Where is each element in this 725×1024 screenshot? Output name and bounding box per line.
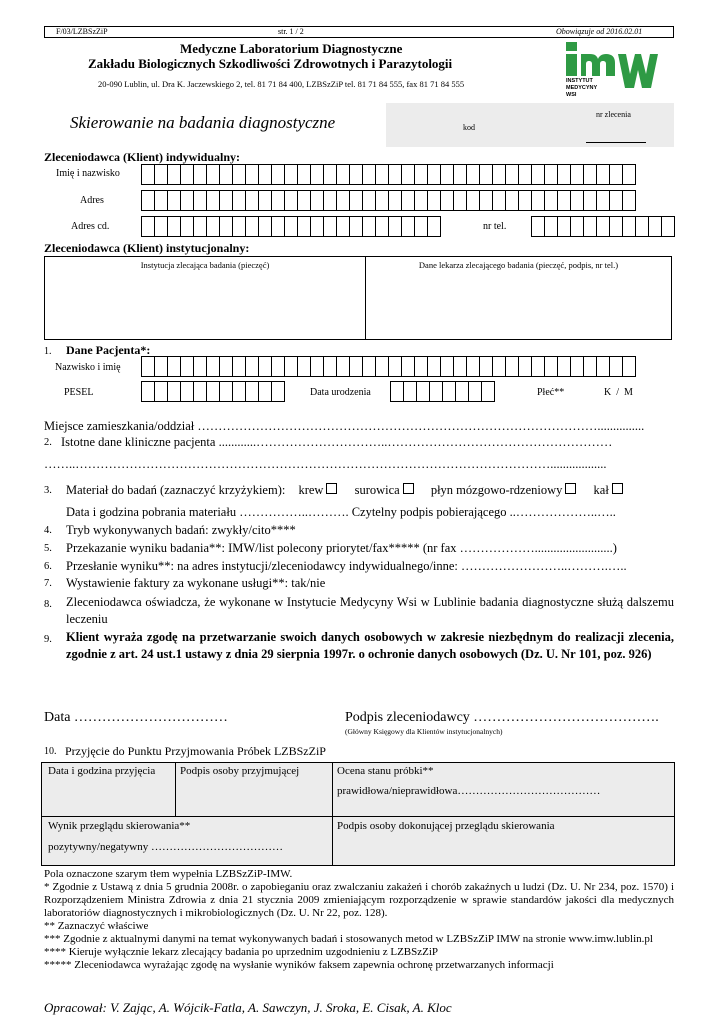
char-cell[interactable] bbox=[206, 356, 220, 377]
pesel-cells[interactable] bbox=[141, 381, 284, 402]
item-2[interactable] bbox=[44, 435, 674, 450]
char-cell[interactable] bbox=[245, 190, 259, 211]
reception-date-label: Data i godzina przyjęcia bbox=[48, 765, 156, 777]
nr-zlecenia-line bbox=[586, 142, 646, 143]
char-cell[interactable] bbox=[206, 216, 220, 237]
reception-date-cell[interactable] bbox=[42, 763, 176, 816]
char-cell[interactable] bbox=[492, 164, 506, 185]
char-cell[interactable] bbox=[310, 190, 324, 211]
item-4-text: Tryb wykonywanych badań: zwykły/cito**** bbox=[66, 523, 296, 537]
char-cell[interactable] bbox=[154, 381, 168, 402]
char-cell[interactable] bbox=[388, 164, 402, 185]
char-cell[interactable] bbox=[635, 216, 649, 237]
phone-label: nr tel. bbox=[483, 221, 507, 232]
sample-state-value: prawidłowa/nieprawidłowa………………………………… bbox=[337, 785, 601, 797]
item-2-text: Istotne dane kliniczne pacjenta ............…………………………..……………………………………………… bbox=[61, 435, 613, 449]
char-cell[interactable] bbox=[375, 190, 389, 211]
char-cell[interactable] bbox=[609, 216, 623, 237]
char-cell[interactable] bbox=[258, 381, 272, 402]
institution-table bbox=[44, 256, 672, 340]
review-result-label: Wynik przeglądu skierowania** bbox=[48, 820, 191, 832]
char-cell[interactable] bbox=[492, 190, 506, 211]
item-2-num: 2. bbox=[44, 437, 52, 448]
logo-sub-3: WSI bbox=[566, 92, 577, 98]
char-cell[interactable] bbox=[518, 164, 532, 185]
char-cell[interactable] bbox=[622, 216, 636, 237]
name-cells[interactable] bbox=[141, 164, 635, 185]
char-cell[interactable] bbox=[427, 190, 441, 211]
item-9 bbox=[44, 629, 674, 663]
footnote-1: * Zgodnie z Ustawą z dnia 5 grudnia 2008r. o zapobieganiu oraz zwalczaniu zakażeń i chorób zakaźnych u ludzi (Dz. U. Nr 234, poz. 1570) i Rozporządzeniem Ministra Zdrowia z dnia 21 stycznia 2009 zmieniającym rozporządzenie w sprawie standardów jakości dla medycznych laboratoriów diagnostycznych i mikrobiologicznych (Dz. U. Nr 22, poz. 128). bbox=[44, 881, 674, 919]
char-cell[interactable] bbox=[336, 164, 350, 185]
char-cell[interactable] bbox=[297, 164, 311, 185]
char-cell[interactable] bbox=[481, 381, 495, 402]
item-6-text: Przesłanie wyniku**: na adres instytucji/zleceniodawcy indywidualnego/inne: ……………………..……….….. bbox=[66, 559, 627, 573]
char-cell[interactable] bbox=[362, 190, 376, 211]
material-serum-label: surowica bbox=[354, 483, 400, 497]
char-cell[interactable] bbox=[544, 356, 558, 377]
valid-from: Obowiązuje od 2016.02.01 bbox=[556, 27, 643, 36]
char-cell[interactable] bbox=[219, 356, 233, 377]
char-cell[interactable] bbox=[154, 164, 168, 185]
item-5[interactable] bbox=[44, 541, 674, 556]
reception-signature-label: Podpis osoby przyjmującej bbox=[180, 765, 300, 777]
char-cell[interactable] bbox=[362, 356, 376, 377]
char-cell[interactable] bbox=[401, 216, 415, 237]
char-cell[interactable] bbox=[583, 356, 597, 377]
char-cell[interactable] bbox=[440, 190, 454, 211]
char-cell[interactable] bbox=[557, 190, 571, 211]
char-cell[interactable] bbox=[583, 164, 597, 185]
material-stool-checkbox[interactable] bbox=[612, 483, 623, 494]
char-cell[interactable] bbox=[557, 216, 571, 237]
char-cell[interactable] bbox=[258, 216, 272, 237]
char-cell[interactable] bbox=[492, 356, 506, 377]
char-cell[interactable] bbox=[167, 381, 181, 402]
address2-label: Adres cd. bbox=[71, 221, 110, 232]
char-cell[interactable] bbox=[661, 216, 675, 237]
char-cell[interactable] bbox=[310, 164, 324, 185]
char-cell[interactable] bbox=[141, 164, 155, 185]
form-title: Skierowanie na badania diagnostyczne bbox=[70, 113, 336, 132]
sex-label: Płeć** bbox=[537, 387, 565, 398]
char-cell[interactable] bbox=[219, 216, 233, 237]
char-cell[interactable] bbox=[297, 190, 311, 211]
char-cell[interactable] bbox=[518, 356, 532, 377]
char-cell[interactable] bbox=[219, 190, 233, 211]
char-cell[interactable] bbox=[427, 164, 441, 185]
char-cell[interactable] bbox=[531, 190, 545, 211]
patient-heading: Dane Pacjenta*: bbox=[66, 343, 151, 357]
char-cell[interactable] bbox=[414, 356, 428, 377]
char-cell[interactable] bbox=[271, 216, 285, 237]
char-cell[interactable] bbox=[388, 356, 402, 377]
char-cell[interactable] bbox=[193, 164, 207, 185]
signature-line[interactable]: Podpis zleceniodawcy …………………………………. bbox=[345, 710, 659, 725]
char-cell[interactable] bbox=[544, 164, 558, 185]
material-csf[interactable] bbox=[431, 483, 577, 497]
char-cell[interactable] bbox=[622, 356, 636, 377]
reception-num: 10. bbox=[44, 746, 57, 757]
char-cell[interactable] bbox=[271, 190, 285, 211]
residence-line[interactable]: Miejsce zamieszkania/oddział ……………………………………………………………………………………............... bbox=[44, 419, 645, 433]
char-cell[interactable] bbox=[453, 356, 467, 377]
authors: Opracował: V. Zając, A. Wójcik-Fatla, A. Sawczyn, J. Sroka, E. Cisak, A. Kloc bbox=[44, 1000, 452, 1015]
char-cell[interactable] bbox=[596, 164, 610, 185]
footnote-0: Pola oznaczone szarym tłem wypełnia LZBSzZiP-IMW. bbox=[44, 868, 293, 880]
char-cell[interactable] bbox=[531, 164, 545, 185]
char-cell[interactable] bbox=[414, 216, 428, 237]
dob-label: Data urodzenia bbox=[310, 387, 371, 398]
char-cell[interactable] bbox=[570, 190, 584, 211]
lab-address: 20-090 Lublin, ul. Dra K. Jaczewskiego 2, tel. 81 71 84 400, LZBSzZiP tel. 81 71 84 555, fax 81 71 84 555 bbox=[98, 79, 465, 89]
char-cell[interactable] bbox=[479, 190, 493, 211]
material-serum[interactable] bbox=[355, 483, 414, 497]
review-result-cell[interactable] bbox=[42, 817, 333, 865]
item-9-num: 9. bbox=[44, 634, 52, 645]
char-cell[interactable] bbox=[453, 190, 467, 211]
char-cell[interactable] bbox=[180, 381, 194, 402]
doctor-stamp-cell[interactable] bbox=[366, 257, 671, 339]
footnote-5: ***** Zleceniodawca wyrażając zgodę na wysłanie wyników faksem zapewnia ochronę przetwarzanych informacji bbox=[44, 959, 554, 971]
item-3-line2[interactable] bbox=[44, 505, 674, 520]
material-blood[interactable] bbox=[298, 483, 337, 497]
dob-cells[interactable] bbox=[390, 381, 494, 402]
char-cell[interactable] bbox=[180, 190, 194, 211]
char-cell[interactable] bbox=[375, 356, 389, 377]
char-cell[interactable] bbox=[505, 190, 519, 211]
form-code: F/03/LZBSzZiP bbox=[56, 27, 108, 36]
char-cell[interactable] bbox=[429, 381, 443, 402]
reception-table bbox=[41, 762, 675, 866]
footnote-3: *** Zgodnie z aktualnymi danymi na temat wykonywanych badań i stosowanych metod w LZBSzZiP IMW na stronie www.imw.lublin.pl bbox=[44, 933, 653, 945]
reception-heading: Przyjęcie do Punktu Przyjmowania Próbek LZBSzZiP bbox=[65, 744, 326, 758]
char-cell[interactable] bbox=[518, 190, 532, 211]
char-cell[interactable] bbox=[570, 356, 584, 377]
char-cell[interactable] bbox=[440, 356, 454, 377]
char-cell[interactable] bbox=[167, 356, 181, 377]
kod-label: kod bbox=[463, 123, 475, 132]
char-cell[interactable] bbox=[297, 216, 311, 237]
item-9-text: Klient wyraża zgodę na przetwarzanie swoich danych osobowych w zakresie niezbędnym do realizacji zlecenia, zgodnie z art. 24 ust.1 ustawy z dnia 29 sierpnia 1997r. o ochronie danych osobowych (Dz. U. Nr 101, poz. 926) bbox=[66, 630, 674, 661]
sample-state-cell[interactable] bbox=[333, 763, 673, 816]
char-cell[interactable] bbox=[141, 216, 155, 237]
char-cell[interactable] bbox=[453, 164, 467, 185]
char-cell[interactable] bbox=[403, 381, 417, 402]
footnote-4: **** Kieruje wyłącznie lekarz zlecający badania po uprzednim uzgodnieniu z LZBSzZiP bbox=[44, 946, 439, 958]
item-6-num: 6. bbox=[44, 561, 52, 572]
char-cell[interactable] bbox=[390, 381, 404, 402]
sample-state-label: Ocena stanu próbki** bbox=[337, 765, 434, 777]
client-individual-heading: Zleceniodawca (Klient) indywidualny: bbox=[44, 150, 241, 164]
char-cell[interactable] bbox=[427, 216, 441, 237]
char-cell[interactable] bbox=[271, 381, 285, 402]
material-serum-checkbox[interactable] bbox=[403, 483, 414, 494]
char-cell[interactable] bbox=[206, 381, 220, 402]
material-blood-label: krew bbox=[298, 483, 324, 497]
patient-name-cells[interactable] bbox=[141, 356, 635, 377]
signature-note: (Główny Księgowy dla Klientów instytucjonalnych) bbox=[345, 727, 503, 736]
item-8-num: 8. bbox=[44, 599, 52, 610]
item-7-text: Wystawienie faktury za wykonane usługi**: tak/nie bbox=[66, 576, 326, 590]
char-cell[interactable] bbox=[141, 381, 155, 402]
char-cell[interactable] bbox=[531, 216, 545, 237]
char-cell[interactable] bbox=[622, 190, 636, 211]
char-cell[interactable] bbox=[416, 381, 430, 402]
char-cell[interactable] bbox=[468, 381, 482, 402]
patient-num: 1. bbox=[44, 346, 52, 357]
char-cell[interactable] bbox=[596, 216, 610, 237]
char-cell[interactable] bbox=[349, 164, 363, 185]
char-cell[interactable] bbox=[466, 164, 480, 185]
char-cell[interactable] bbox=[609, 190, 623, 211]
logo-sub-1: INSTYTUT bbox=[566, 78, 593, 84]
char-cell[interactable] bbox=[557, 164, 571, 185]
char-cell[interactable] bbox=[245, 164, 259, 185]
char-cell[interactable] bbox=[323, 190, 337, 211]
item-3 bbox=[44, 483, 674, 498]
char-cell[interactable] bbox=[466, 356, 480, 377]
char-cell[interactable] bbox=[206, 164, 220, 185]
char-cell[interactable] bbox=[232, 356, 246, 377]
item-6[interactable] bbox=[44, 559, 674, 574]
char-cell[interactable] bbox=[323, 164, 337, 185]
char-cell[interactable] bbox=[284, 164, 298, 185]
char-cell[interactable] bbox=[167, 216, 181, 237]
institution-stamp-cell[interactable] bbox=[45, 257, 366, 339]
char-cell[interactable] bbox=[479, 356, 493, 377]
char-cell[interactable] bbox=[648, 216, 662, 237]
footnote-2: ** Zaznaczyć właściwe bbox=[44, 920, 149, 932]
material-blood-checkbox[interactable] bbox=[326, 483, 337, 494]
char-cell[interactable] bbox=[232, 164, 246, 185]
char-cell[interactable] bbox=[271, 164, 285, 185]
nr-zlecenia-label: nr zlecenia bbox=[596, 110, 631, 119]
char-cell[interactable] bbox=[349, 356, 363, 377]
char-cell[interactable] bbox=[271, 356, 285, 377]
char-cell[interactable] bbox=[557, 356, 571, 377]
char-cell[interactable] bbox=[154, 216, 168, 237]
char-cell[interactable] bbox=[232, 216, 246, 237]
char-cell[interactable] bbox=[232, 381, 246, 402]
item-3-line2-text: Data i godzina pobrania materiału ……………..………. Czytelny podpis pobierającego ..………………..….. bbox=[66, 505, 616, 519]
char-cell[interactable] bbox=[193, 381, 207, 402]
char-cell[interactable] bbox=[362, 216, 376, 237]
char-cell[interactable] bbox=[323, 356, 337, 377]
item-7[interactable] bbox=[44, 576, 674, 591]
char-cell[interactable] bbox=[336, 356, 350, 377]
char-cell[interactable] bbox=[596, 356, 610, 377]
item-4-num: 4. bbox=[44, 525, 52, 536]
char-cell[interactable] bbox=[167, 190, 181, 211]
char-cell[interactable] bbox=[466, 190, 480, 211]
lab-name-1: Medyczne Laboratorium Diagnostyczne bbox=[180, 41, 403, 56]
char-cell[interactable] bbox=[505, 164, 519, 185]
char-cell[interactable] bbox=[609, 164, 623, 185]
char-cell[interactable] bbox=[531, 356, 545, 377]
char-cell[interactable] bbox=[284, 356, 298, 377]
char-cell[interactable] bbox=[258, 164, 272, 185]
pesel-label: PESEL bbox=[64, 387, 94, 398]
address-cells[interactable] bbox=[141, 190, 635, 211]
char-cell[interactable] bbox=[336, 190, 350, 211]
logo-sub-2: MEDYCYNY bbox=[566, 85, 598, 91]
char-cell[interactable] bbox=[245, 381, 259, 402]
address-label: Adres bbox=[80, 195, 104, 206]
char-cell[interactable] bbox=[245, 356, 259, 377]
item-3-row bbox=[66, 483, 674, 498]
char-cell[interactable] bbox=[570, 164, 584, 185]
review-result-value: pozytywny/negatywny ……………………………… bbox=[48, 841, 283, 853]
doctor-stamp-label: Dane lekarza zlecającego badania (pieczęć, podpis, nr tel.) bbox=[418, 260, 619, 270]
char-cell[interactable] bbox=[310, 216, 324, 237]
char-cell[interactable] bbox=[232, 190, 246, 211]
name-label: Imię i nazwisko bbox=[56, 168, 120, 179]
phone-cells[interactable] bbox=[531, 216, 674, 237]
char-cell[interactable] bbox=[167, 164, 181, 185]
char-cell[interactable] bbox=[544, 190, 558, 211]
char-cell[interactable] bbox=[414, 190, 428, 211]
char-cell[interactable] bbox=[401, 190, 415, 211]
char-cell[interactable] bbox=[180, 164, 194, 185]
item-3-text: Materiał do badań (zaznaczyć krzyżykiem): bbox=[66, 483, 286, 497]
char-cell[interactable] bbox=[583, 190, 597, 211]
patient-name-label: Nazwisko i imię bbox=[55, 362, 121, 373]
imw-logo bbox=[562, 40, 674, 100]
char-cell[interactable] bbox=[427, 356, 441, 377]
address2-cells[interactable] bbox=[141, 216, 440, 237]
material-csf-label: płyn mózgowo-rdzeniowy bbox=[430, 483, 563, 497]
item-8-text: Zleceniodawca oświadcza, że wykonane w Instytucie Medycyny Wsi w Lublinie badania diagnostyczne służą dalszemu leczeniu bbox=[66, 595, 674, 626]
char-cell[interactable] bbox=[401, 164, 415, 185]
char-cell[interactable] bbox=[284, 190, 298, 211]
char-cell[interactable] bbox=[622, 164, 636, 185]
char-cell[interactable] bbox=[193, 190, 207, 211]
char-cell[interactable] bbox=[154, 356, 168, 377]
item-8 bbox=[44, 594, 674, 628]
institution-stamp-label: Instytucja zlecająca badania (pieczęć) bbox=[140, 260, 270, 270]
char-cell[interactable] bbox=[349, 216, 363, 237]
char-cell[interactable] bbox=[375, 216, 389, 237]
char-cell[interactable] bbox=[440, 164, 454, 185]
item-5-num: 5. bbox=[44, 543, 52, 554]
item-4[interactable] bbox=[44, 523, 674, 538]
char-cell[interactable] bbox=[141, 190, 155, 211]
item-2-cont[interactable]: ……..…………………………………………………………………………………………………….................. bbox=[44, 457, 607, 471]
char-cell[interactable] bbox=[193, 216, 207, 237]
char-cell[interactable] bbox=[375, 164, 389, 185]
char-cell[interactable] bbox=[336, 216, 350, 237]
char-cell[interactable] bbox=[583, 216, 597, 237]
char-cell[interactable] bbox=[141, 356, 155, 377]
char-cell[interactable] bbox=[154, 190, 168, 211]
item-5-text: Przekazanie wyniku badania**: IMW/list polecony priorytet/fax***** (nr fax ……………….........................) bbox=[66, 541, 617, 555]
char-cell[interactable] bbox=[323, 216, 337, 237]
char-cell[interactable] bbox=[180, 356, 194, 377]
char-cell[interactable] bbox=[505, 356, 519, 377]
date-line[interactable]: Data …………………………… bbox=[44, 710, 228, 725]
char-cell[interactable] bbox=[455, 381, 469, 402]
review-signature-cell[interactable] bbox=[333, 817, 674, 865]
char-cell[interactable] bbox=[401, 356, 415, 377]
material-stool-label: kał bbox=[593, 483, 609, 497]
char-cell[interactable] bbox=[258, 356, 272, 377]
char-cell[interactable] bbox=[388, 190, 402, 211]
char-cell[interactable] bbox=[297, 356, 311, 377]
char-cell[interactable] bbox=[284, 216, 298, 237]
char-cell[interactable] bbox=[479, 164, 493, 185]
char-cell[interactable] bbox=[442, 381, 456, 402]
char-cell[interactable] bbox=[245, 216, 259, 237]
client-institutional-heading: Zleceniodawca (Klient) instytucjonalny: bbox=[44, 241, 250, 255]
char-cell[interactable] bbox=[193, 356, 207, 377]
reception-signature-cell[interactable] bbox=[176, 763, 333, 816]
char-cell[interactable] bbox=[180, 216, 194, 237]
char-cell[interactable] bbox=[310, 356, 324, 377]
char-cell[interactable] bbox=[414, 164, 428, 185]
char-cell[interactable] bbox=[219, 381, 233, 402]
char-cell[interactable] bbox=[544, 216, 558, 237]
lab-name-2: Zakładu Biologicznych Szkodliwości Zdrowotnych i Parazytologii bbox=[88, 56, 453, 71]
char-cell[interactable] bbox=[219, 164, 233, 185]
material-csf-checkbox[interactable] bbox=[565, 483, 576, 494]
material-stool[interactable] bbox=[594, 483, 623, 497]
item-3-num: 3. bbox=[44, 485, 52, 496]
item-7-num: 7. bbox=[44, 578, 52, 589]
sex-options[interactable]: K / M bbox=[604, 387, 633, 398]
char-cell[interactable] bbox=[388, 216, 402, 237]
review-signature-label: Podpis osoby dokonującej przeglądu skierowania bbox=[337, 820, 555, 832]
char-cell[interactable] bbox=[570, 216, 584, 237]
footnotes bbox=[44, 868, 674, 972]
page-number: str. 1 / 2 bbox=[278, 27, 304, 36]
char-cell[interactable] bbox=[596, 190, 610, 211]
char-cell[interactable] bbox=[206, 190, 220, 211]
char-cell[interactable] bbox=[362, 164, 376, 185]
char-cell[interactable] bbox=[258, 190, 272, 211]
char-cell[interactable] bbox=[609, 356, 623, 377]
char-cell[interactable] bbox=[349, 190, 363, 211]
